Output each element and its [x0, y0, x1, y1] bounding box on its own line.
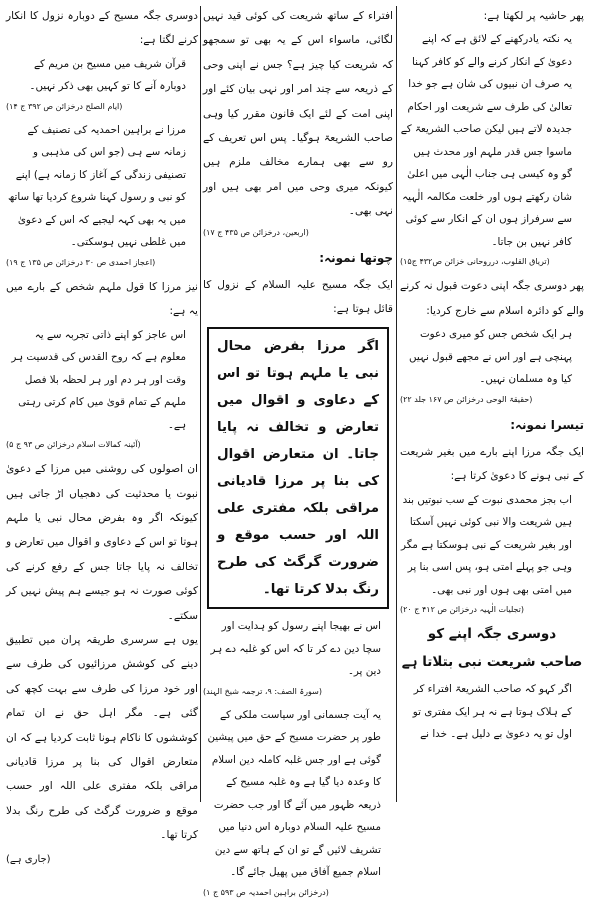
continued-label: (جاری ہے) — [6, 853, 51, 865]
quotation: ہر ایک شخص جس کو میری دعوت پہنچی ہے اور اس نے مجھے قبول نہیں کیا وہ مسلمان نہیں۔ — [409, 328, 572, 386]
paragraph: پھر حاشیہ پر لکھتا ہے: — [483, 10, 584, 22]
section-heading: تیسرا نمونہ: — [510, 417, 584, 432]
paragraph: ایک جگہ مسیح علیہ السلام کے نزول کا قائل ہوتا ہے: — [203, 278, 393, 316]
highlight-box: اگر مرزا بفرض محال نبی یا ملہم ہوتا تو اس کے دعاوی و اقوال میں تعارض و تخالف نہ پایا جاتا۔ ان متعارض اقوال کی بنا پر مرزا قادیانی مراقی بلکہ مفتری علی اللہ اور حسب موقع و ضرورت گرگٹ کی طرح رنگ بدلا کرتا تھا۔ — [207, 327, 389, 609]
citation: (تریاق القلوب، درروحانی خزائن ص۴۳۲ ج۱۵) — [400, 257, 550, 267]
section-heading: چوتھا نمونہ: — [319, 250, 393, 265]
column-left — [6, 4, 198, 865]
column-divider — [200, 6, 201, 802]
quotation: مرزا نے براہین احمدیہ کی تصنیف کے زمانہ سے ہی (جو اس کی مذہبی و تصنیفی زندگی کے آغاز کا زمانہ ہے) اپنے کو نبی و رسول کہنا شروع کردیا تھا ساتھ میں یہ بھی کہہ لیجیے کہ اس کے دعویٰ میں غلطی نہیں ہوسکتی۔ — [8, 123, 186, 249]
paragraph: دوسری جگہ مسیح کے دوبارہ نزول کا انکار کرنے لگتا ہے: — [6, 10, 198, 47]
paragraph: ان اصولوں کی روشنی میں مرزا کے دعویٰ نبوت یا محدثیت کی دھجیاں اڑ جاتی ہیں کیونکہ اگر وہ بفرض محال نبی یا ملہم ہوتا تو اس کے دعاوی و اقوال میں تعارض و تخالف نہ پایا جاتا جس کے رفع کرنے کی کوئی صورت نہ ہو جیسے ہم پیش نہیں کر سکتے۔ — [6, 463, 198, 622]
quotation: یہ نکتہ یادرکھنے کے لائق ہے کہ اپنے دعویٰ کے انکار کرنے والے کو کافر کہنا یہ صرف ان نبیوں کی شان ہے جو خدا تعالیٰ کی طرف سے شریعت اور احکام جدیدہ لاتے ہیں لیکن صاحب الشریعۃ کے ماسوا جس قدر ملہم اور محدث ہیں گو وہ کیسی ہی جناب الٰہی میں اعلیٰ شان رکھتے ہوں اور خلعت مکالمہ الٰہیہ سے سرفراز ہوں ان کے انکار سے کوئی کافر نہیں بن جاتا۔ — [400, 33, 572, 248]
citation: (سورۃ الصف: ۹، ترجمہ شیخ الہند) — [203, 686, 322, 696]
column-divider — [396, 6, 397, 802]
quotation: اگر کہو کہ صاحب الشریعۃ افتراء کر کے ہلاک ہوتا ہے نہ ہر ایک مفتری تو اول تو یہ دعویٰ بے دلیل ہے۔ خدا نے — [412, 683, 572, 741]
citation: (آئینہ کمالات اسلام درخزائن ص ۹۳ ج ۵) — [6, 440, 141, 450]
column-right — [400, 4, 584, 806]
subheading: دوسری جگہ اپنے کو — [427, 626, 557, 643]
citation: (حقیقۃ الوحی درخزائن ص ۱۶۷ جلد ۲۲) — [400, 394, 533, 404]
paragraph: پھر دوسری جگہ اپنی دعوت قبول نہ کرنے والے کو دائرہ اسلام سے خارج کردیا: — [400, 280, 584, 317]
subheading: صاحب شریعت نبی بتلاتا ہے — [401, 654, 583, 671]
quotation: اس نے بھیجا اپنے رسول کو ہدایت اور سچا دین دے کر تا کہ اس کو غلبہ دے ہر دین پر۔ — [210, 620, 381, 678]
citation: (اعجاز احمدی ص ۳۰ درخزائن ص ۱۳۵ ج ۱۹) — [6, 257, 156, 267]
citation: (اربعین، درخزائن ص ۴۳۵ ج ۱۷) — [203, 227, 309, 237]
paragraph: یوں ہے سرسری طریقہ پران میں تطبیق دینے کی کوشش مرزائیوں کی طرف سے اور خود مرزا کی طرف سے بہت کچھ کی گئی ہے۔ مگر اہل حق نے ان تمام کوششوں کا ناکام ہونا ثابت کردیا ہے کہ ان متعارض اقوال کی بنا پر مرزا قادیانی مراقی بلکہ مفتری علی اللہ اور حسب موقع و ضرورت گرگٹ کی طرح رنگ بدلا کرتا تھا۔ — [6, 633, 198, 842]
paragraph: ایک جگہ مرزا اپنے بارے میں بغیر شریعت کے نبی ہونے کا دعویٰ کرتا ہے: — [400, 445, 584, 483]
paragraph: افتراء کے ساتھ شریعت کی کوئی قید نہیں لگائی، ماسواء اس کے یہ بھی تو سمجھو کہ شریعت کیا چیز ہے؟ جس نے اپنی وحی کے ذریعہ سے چند امر اور نہی بیان کئے اور اپنی امت کے لئے ایک قانون مقرر کیا وہی صاحب الشریعۃ ہوگیا۔ پس اس تعریف کے رو سے بھی ہمارے مخالف ملزم ہیں کیونکہ میری وحی میں امر بھی ہیں اور نہی بھی۔ — [203, 10, 393, 218]
citation: (تجلیات الٰہیہ درخزائن ص ۴۱۲ ج ۲۰) — [400, 605, 525, 615]
paragraph: نیز مرزا کا قول ملہم شخص کے بارے میں یہ ہے: — [6, 280, 198, 318]
quotation: قرآن شریف میں مسیح بن مریم کے دوبارہ آنے کا تو کہیں بھی ذکر نہیں۔ — [29, 57, 186, 93]
citation: (ایام الصلح درخزائن ص ۳۹۲ ج ۱۴) — [6, 101, 123, 111]
column-middle — [203, 4, 393, 897]
quotation: اب بجز محمدی نبوت کے سب نبوتیں بند ہیں شریعت والا نبی کوئی نہیں آسکتا اور بغیر شریعت کے نبی ہوسکتا ہے مگر وہی جو پہلے امتی ہو، پس اسی بنا پر میں امتی بھی ہوں اور نبی بھی۔ — [401, 493, 572, 596]
quotation: یہ آیت جسمانی اور سیاست ملکی کے طور پر حضرت مسیح کے حق میں پیشین گوئی ہے اور جس غلبہ کاملہ دین اسلام کا وعدہ دیا گیا ہے وہ غلبہ مسیح کے ذریعہ ظہور میں آئے گا اور جب حضرت مسیح علیہ السلام دوبارہ اس دنیا میں تشریف لائیں گے تو ان کے ہاتھ سے دین اسلام جمیع آفاق میں پھیل جائے گا۔ — [207, 708, 381, 879]
citation: (درخزائن براہین احمدیہ ص ۵۹۳ ج ۱) — [203, 887, 329, 897]
quotation: اس عاجز کو اپنے ذاتی تجربہ سے یہ معلوم ہے کہ روح القدس کی قدسیت ہر وقت اور ہر دم اور ہر لحظہ بلا فصل ملہم کے تمام قویٰ میں کام کرتی رہتی ہے۔ — [11, 328, 186, 431]
